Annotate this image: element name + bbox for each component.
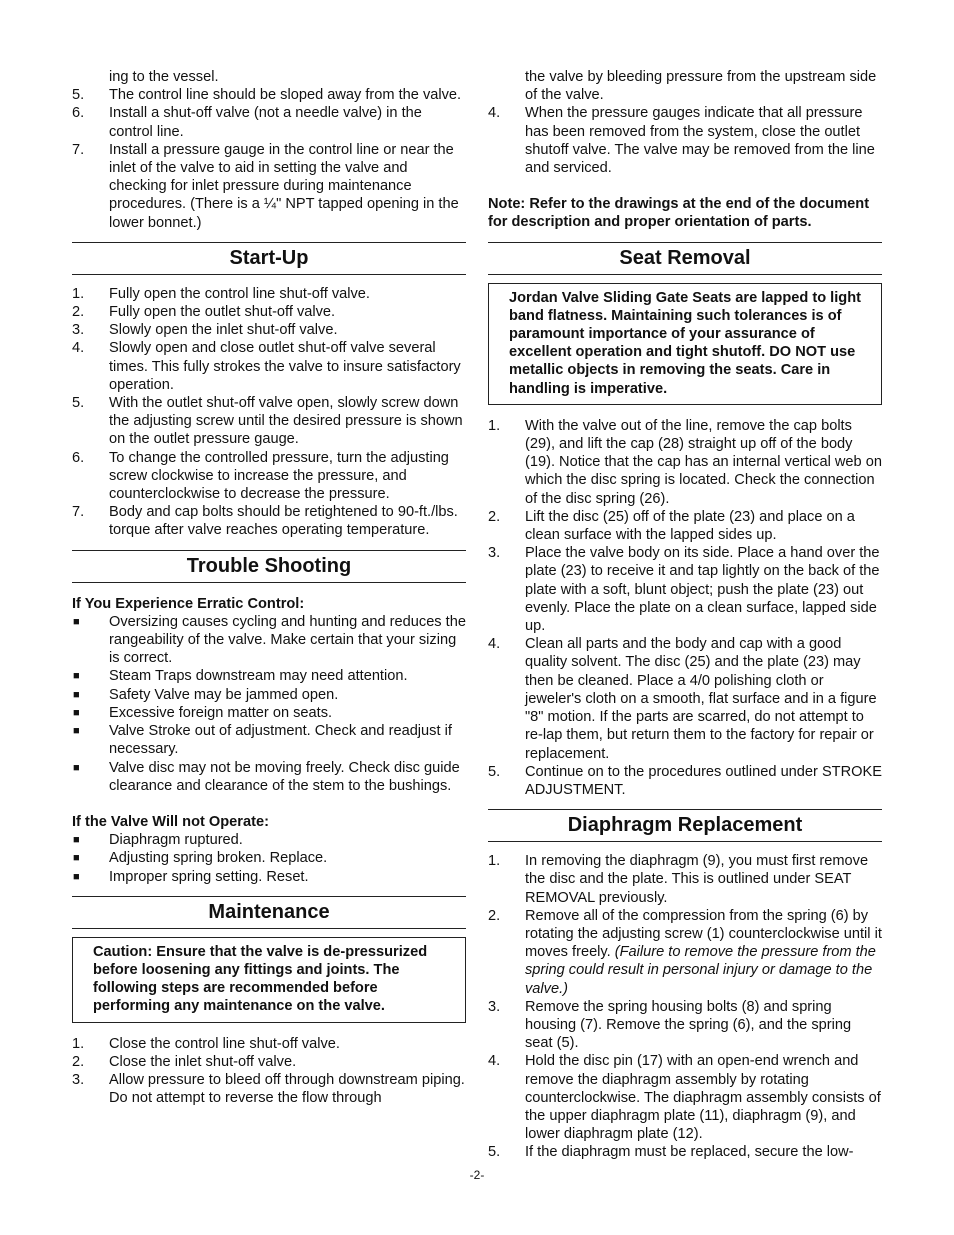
seat-warning-box: Jordan Valve Sliding Gate Seats are lapped to light band flatness. Maintaining such tolerances is of paramount importance of your assurance of excellent operation and tight shutoff. DO NOT use metallic objects in removing the seats. Care in handling is imperative. xyxy=(488,283,882,405)
bullet-text: Improper spring setting. Reset. xyxy=(109,868,309,885)
step-text: Remove all of the compression from the spring (6) by rotating the adjusting screw (1) counterclockwise until it moves freely. xyxy=(525,907,882,961)
bullet-text: Oversizing causes cycling and hunting and reduces the rangeability of the valve. Make certain that your sizing is correct. xyxy=(109,613,466,667)
list-item xyxy=(72,759,466,795)
step-number: 5. xyxy=(488,1144,501,1161)
step-number: 4. xyxy=(72,340,85,357)
will-not-operate-list xyxy=(72,831,466,886)
step-number: 6. xyxy=(72,449,85,466)
square-bullet-icon: ■ xyxy=(73,688,80,701)
list-item xyxy=(72,722,466,758)
warning-italic-text: (Failure to remove the pressure from the spring could result in personal injury or damage to the valve.) xyxy=(525,944,876,997)
list-item xyxy=(488,763,882,799)
square-bullet-icon: ■ xyxy=(73,706,80,719)
list-item xyxy=(72,503,466,539)
list-item xyxy=(488,544,882,635)
intro-continuation: ing to the vessel. xyxy=(109,69,219,85)
diaphragm-steps xyxy=(488,852,882,1161)
intro-steps xyxy=(72,86,466,232)
section-title-trouble-shooting: Trouble Shooting xyxy=(72,550,466,583)
list-item xyxy=(72,613,466,668)
step-number: 4. xyxy=(488,1053,501,1070)
list-item xyxy=(72,104,466,140)
step-number: 7. xyxy=(72,504,85,521)
step-text: Close the inlet shut-off valve. xyxy=(109,1053,297,1070)
step-text: Lift the disc (25) off of the plate (23) and place on a clean surface with the lapped sides up. xyxy=(525,508,855,544)
list-item xyxy=(72,868,466,886)
square-bullet-icon: ■ xyxy=(73,761,80,774)
step-text: Remove the spring housing bolts (8) and spring housing (7). Remove the spring (6), and the spring seat (5). xyxy=(525,998,852,1052)
bullet-text: Valve disc may not be moving freely. Check disc guide clearance and clearance of the stem to the bushings. xyxy=(109,759,460,794)
step-number: 6. xyxy=(72,105,85,122)
maintenance-steps-continued xyxy=(488,104,882,177)
list-item xyxy=(488,508,882,544)
list-item xyxy=(488,998,882,1053)
step-text: Body and cap bolts should be retightened to 90-ft./lbs. torque after valve reaches operating temperature. xyxy=(109,504,458,539)
section-title-startup: Start-Up xyxy=(72,242,466,275)
list-item xyxy=(72,704,466,722)
step-number: 1. xyxy=(72,285,85,302)
step-number: 2. xyxy=(72,1053,85,1070)
square-bullet-icon: ■ xyxy=(73,615,80,628)
list-item xyxy=(72,686,466,704)
step-text: Hold the disc pin (17) with an open-end wrench and remove the diaphragm assembly by rotating counterclockwise. The diaphragm assembly consists of the upper diaphragm plate (11), diaphragm (9), and lower diaphragm plate (12). xyxy=(525,1053,881,1143)
step-number: 2. xyxy=(72,304,85,321)
step-text: Slowly open and close outlet shut-off valve several times. This fully strokes the valve to insure satisfactory operation. xyxy=(109,340,461,393)
section-title-maintenance: Maintenance xyxy=(72,896,466,929)
seat-removal-steps xyxy=(488,417,882,799)
step-text: Clean all parts and the body and cap with a good quality solvent. The disc (25) and the plate (23) may then be cleaned. Place a 4/0 polishing cloth or jeweler's cloth on a smooth, flat surface and in a figure "8" motion. If the parts are scarred, do not attempt to re-lap them, but return them to the factory for repair or replacement. xyxy=(525,636,877,762)
square-bullet-icon: ■ xyxy=(73,852,80,865)
square-bullet-icon: ■ xyxy=(73,870,80,883)
caution-box: Caution: Ensure that the valve is de-pressurized before loosening any fittings and joints. The following steps are recommended before performing any maintenance on the valve. xyxy=(72,937,466,1023)
list-item xyxy=(72,86,466,104)
will-not-operate-heading: If the Valve Will not Operate: xyxy=(72,813,269,830)
page-number: -2- xyxy=(469,1168,485,1182)
maintenance-continuation: the valve by bleeding pressure from the upstream side of the valve. xyxy=(525,69,877,104)
step-text: With the valve out of the line, remove the cap bolts (29), and lift the cap (28) straight up off of the body (19). Notice that the cap has an internal vertical web on which the disc spring is located. Check the connection of the disc spring (26). xyxy=(525,417,882,507)
step-text: Fully open the control line shut-off valve. xyxy=(109,285,370,302)
step-number: 1. xyxy=(488,417,501,434)
list-item xyxy=(72,449,466,504)
step-text: Allow pressure to bleed off through downstream piping. Do not attempt to reverse the flow through xyxy=(109,1071,465,1107)
step-number: 5. xyxy=(488,763,501,780)
list-item xyxy=(72,849,466,867)
square-bullet-icon: ■ xyxy=(73,670,80,683)
list-item xyxy=(72,667,466,685)
step-number: 2. xyxy=(488,907,501,924)
list-item xyxy=(72,1071,466,1107)
step-number: 3. xyxy=(72,322,85,339)
list-item xyxy=(488,417,882,508)
section-title-seat-removal: Seat Removal xyxy=(488,242,882,275)
list-item xyxy=(72,285,466,303)
step-text: When the pressure gauges indicate that all pressure has been removed from the system, close the outlet shutoff valve. The valve may be removed from the line and serviced. xyxy=(525,105,875,177)
parts-note: Note: Refer to the drawings at the end of the document for description and proper orientation of parts. xyxy=(488,196,870,231)
maintenance-steps xyxy=(72,1035,466,1108)
list-item xyxy=(488,635,882,762)
list-item xyxy=(488,1143,882,1161)
step-number: 5. xyxy=(72,87,85,104)
step-text: If the diaphragm must be replaced, secure the low- xyxy=(525,1144,854,1161)
step-number: 3. xyxy=(488,998,501,1015)
erratic-control-list xyxy=(72,613,466,795)
step-number: 5. xyxy=(72,395,85,412)
right-column xyxy=(488,68,882,1162)
step-text: Place the valve body on its side. Place a hand over the plate (23) to receive it and tap lightly on the back of the plate with a soft, blunt object; push the plate (23) out evenly. Place the plate on a clean surface, lapped side up. xyxy=(525,545,880,635)
step-number: 4. xyxy=(488,636,501,653)
step-text: Fully open the outlet shut-off valve. xyxy=(109,304,336,321)
step-text: Slowly open the inlet shut-off valve. xyxy=(109,322,338,339)
step-number: 3. xyxy=(72,1071,85,1088)
step-number: 1. xyxy=(72,1035,85,1052)
bullet-text: Adjusting spring broken. Replace. xyxy=(109,850,328,867)
bullet-text: Valve Stroke out of adjustment. Check and readjust if necessary. xyxy=(109,723,452,758)
list-item xyxy=(72,321,466,339)
list-item xyxy=(488,852,882,907)
step-number: 3. xyxy=(488,545,501,562)
step-number: 7. xyxy=(72,141,85,158)
step-text: Continue on to the procedures outlined under STROKE ADJUSTMENT. xyxy=(525,763,882,798)
bullet-text: Steam Traps downstream may need attention. xyxy=(109,668,408,685)
list-item xyxy=(72,394,466,449)
left-column xyxy=(72,68,466,1107)
step-text: Install a pressure gauge in the control line or near the inlet of the valve to aid in setting the valve and checking for inlet pressure during maintenance procedures. (There is a ¼" NPT tapped opening in the lower bonnet.) xyxy=(109,141,459,231)
step-text: In removing the diaphragm (9), you must first remove the disc and the plate. This is outlined under SEAT REMOVAL previously. xyxy=(525,853,869,906)
list-item xyxy=(72,831,466,849)
square-bullet-icon: ■ xyxy=(73,725,80,738)
step-number: 4. xyxy=(488,105,501,122)
list-item xyxy=(72,339,466,394)
step-text: With the outlet shut-off valve open, slowly screw down the adjusting screw until the desired pressure is shown on the outlet pressure gauge. xyxy=(109,395,463,448)
step-text: The control line should be sloped away from the valve. xyxy=(109,87,462,104)
list-item xyxy=(72,1053,466,1071)
list-item xyxy=(72,141,466,232)
section-title-diaphragm-replacement: Diaphragm Replacement xyxy=(488,809,882,842)
erratic-control-heading: If You Experience Erratic Control: xyxy=(72,595,305,612)
list-item xyxy=(488,1052,882,1143)
bullet-text: Safety Valve may be jammed open. xyxy=(109,686,339,703)
list-item xyxy=(488,907,882,998)
step-text: Install a shut-off valve (not a needle valve) in the control line. xyxy=(109,105,422,140)
square-bullet-icon: ■ xyxy=(73,834,80,847)
list-item xyxy=(72,1035,466,1053)
bullet-text: Excessive foreign matter on seats. xyxy=(109,704,333,721)
step-text: Close the control line shut-off valve. xyxy=(109,1035,340,1052)
list-item xyxy=(72,303,466,321)
bullet-text: Diaphragm ruptured. xyxy=(109,832,243,849)
step-number: 1. xyxy=(488,853,501,870)
step-text: To change the controlled pressure, turn the adjusting screw clockwise to increase the pressure, and counterclockwise to decrease the pressure. xyxy=(109,449,449,503)
startup-steps xyxy=(72,285,466,540)
list-item xyxy=(488,104,882,177)
step-number: 2. xyxy=(488,508,501,525)
